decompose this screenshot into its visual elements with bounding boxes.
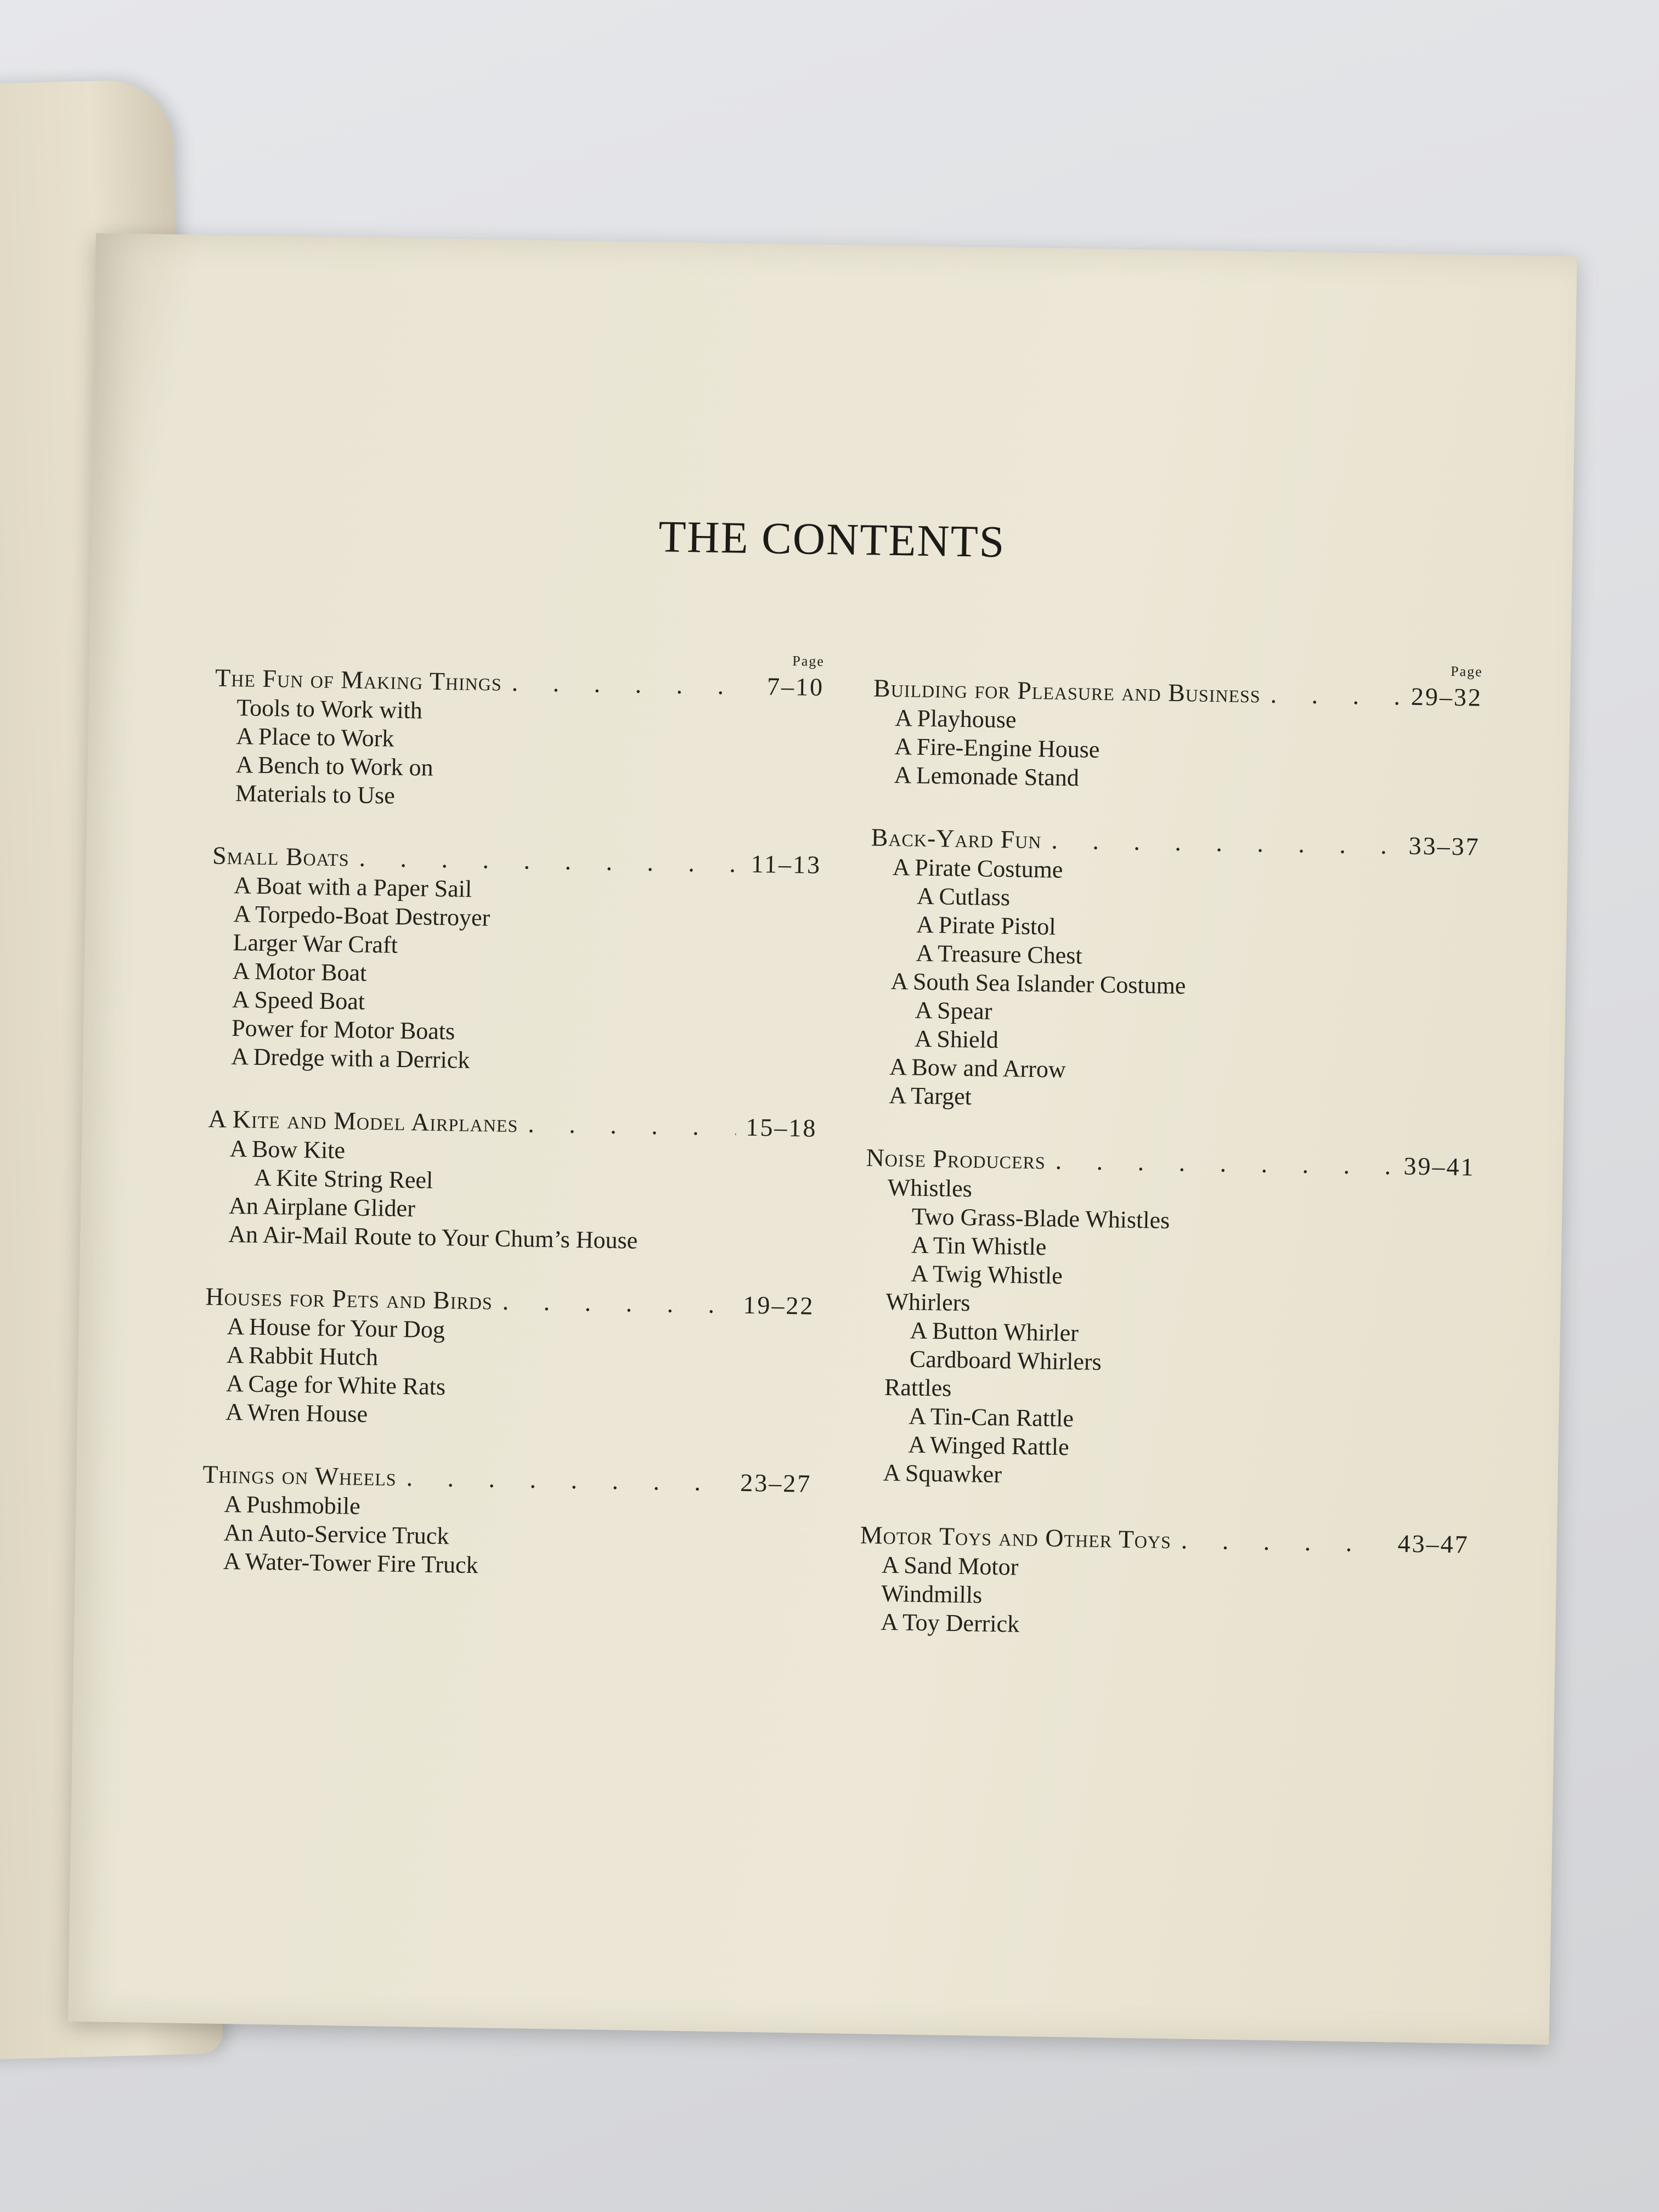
contents-entry: A Shield bbox=[914, 1025, 999, 1054]
page-column-label: Page bbox=[1450, 663, 1483, 680]
contents-entry: A Water-Tower Fire Truck bbox=[223, 1547, 478, 1579]
contents-section bbox=[861, 1142, 1475, 1496]
section-title: Things on Wheels bbox=[202, 1460, 397, 1491]
dot-leader bbox=[1181, 1525, 1388, 1559]
contents-entry: A Bow Kite bbox=[229, 1135, 346, 1164]
contents-section bbox=[867, 822, 1480, 1119]
contents-entry: A Lemonade Stand bbox=[894, 761, 1080, 792]
section-page-range: 11–13 bbox=[751, 849, 822, 879]
left-section-list bbox=[201, 663, 825, 1585]
contents-section bbox=[201, 1459, 812, 1584]
contents-entry: A South Sea Islander Costume bbox=[890, 967, 1186, 1000]
section-page-range: 39–41 bbox=[1403, 1152, 1475, 1181]
section-title: Noise Producers bbox=[866, 1143, 1046, 1175]
contents-column-right bbox=[858, 654, 1483, 1678]
contents-entry: A Button Whirler bbox=[910, 1317, 1079, 1347]
contents-entry: A Pirate Pistol bbox=[916, 911, 1056, 940]
contents-entry: Whistles bbox=[887, 1173, 973, 1203]
contents-entry: A Boat with a Paper Sail bbox=[233, 872, 472, 902]
contents-column-left bbox=[201, 644, 825, 1618]
contents-entry: Tools to Work with bbox=[236, 694, 423, 724]
section-title: A Kite and Model Airplanes bbox=[208, 1104, 518, 1138]
contents-entry: Materials to Use bbox=[235, 780, 396, 809]
contents-entry: A House for Your Dog bbox=[227, 1312, 445, 1344]
contents-entry: A Pushmobile bbox=[224, 1490, 361, 1520]
contents-entry: Windmills bbox=[881, 1579, 983, 1609]
dot-leader bbox=[502, 1286, 733, 1321]
section-title: Houses for Pets and Birds bbox=[205, 1282, 493, 1315]
section-title: Building for Pleasure and Business bbox=[873, 674, 1261, 708]
contents-entry: A Speed Boat bbox=[232, 986, 365, 1015]
dot-leader bbox=[1270, 679, 1401, 712]
section-page-range: 33–37 bbox=[1408, 831, 1481, 861]
section-page-range: 23–27 bbox=[740, 1468, 812, 1498]
contents-page bbox=[68, 233, 1577, 2045]
contents-entry: A Playhouse bbox=[894, 704, 1017, 733]
contents-entry: A Twig Whistle bbox=[911, 1260, 1063, 1289]
right-section-list bbox=[859, 673, 1482, 1645]
section-page-range: 29–32 bbox=[1410, 682, 1483, 712]
section-title: Small Boats bbox=[212, 841, 350, 872]
section-page-range: 19–22 bbox=[743, 1290, 815, 1320]
contents-entry: Cardboard Whirlers bbox=[909, 1345, 1102, 1376]
contents-entry: A Motor Boat bbox=[232, 957, 367, 986]
contents-section bbox=[204, 1281, 815, 1435]
contents-entry: A Pirate Costume bbox=[892, 853, 1063, 883]
section-page-range: 7–10 bbox=[766, 672, 825, 701]
contents-entry: A Cutlass bbox=[916, 882, 1011, 911]
page-column-label: Page bbox=[792, 653, 825, 669]
contents-entry: A Bench to Work on bbox=[235, 751, 434, 781]
contents-section bbox=[859, 1520, 1469, 1645]
contents-entry: Larger War Craft bbox=[233, 929, 398, 958]
section-title: Back-Yard Fun bbox=[871, 823, 1042, 854]
contents-entry: A Target bbox=[889, 1081, 972, 1110]
contents-entry: A Place to Work bbox=[236, 723, 394, 752]
contents-entry: Rattles bbox=[884, 1373, 952, 1402]
contents-entry: A Cage for White Rats bbox=[225, 1369, 446, 1401]
contents-entry: Two Grass-Blade Whistles bbox=[911, 1203, 1170, 1234]
contents-entry: A Bow and Arrow bbox=[889, 1053, 1066, 1083]
contents-entry: A Tin-Can Rattle bbox=[908, 1402, 1074, 1432]
section-page-range: 15–18 bbox=[746, 1113, 817, 1142]
dot-leader bbox=[1051, 825, 1399, 861]
contents-entry: A Kite String Reel bbox=[253, 1164, 433, 1194]
contents-section bbox=[872, 673, 1482, 798]
section-title: The Fun of Making Things bbox=[215, 663, 503, 696]
contents-entry: Power for Motor Boats bbox=[231, 1014, 455, 1045]
contents-entry: An Air-Mail Route to Your Chum’s House bbox=[228, 1221, 638, 1254]
contents-entry: A Toy Derrick bbox=[881, 1608, 1020, 1638]
contents-entry: A Wren House bbox=[225, 1398, 368, 1428]
contents-entry: An Auto-Service Truck bbox=[223, 1519, 449, 1550]
contents-entry: A Winged Rattle bbox=[908, 1431, 1070, 1461]
contents-entry: A Spear bbox=[915, 996, 992, 1025]
dot-leader bbox=[528, 1109, 736, 1143]
dot-leader bbox=[1055, 1146, 1394, 1182]
contents-entry: A Rabbit Hutch bbox=[226, 1341, 379, 1371]
section-page-range: 43–47 bbox=[1397, 1529, 1470, 1559]
contents-section bbox=[213, 663, 825, 817]
contents-entry: A Fire-Engine House bbox=[894, 732, 1100, 763]
contents-section bbox=[209, 840, 821, 1080]
contents-entry: A Torpedo-Boat Destroyer bbox=[233, 900, 490, 932]
page-title: THE CONTENTS bbox=[658, 511, 1006, 567]
section-title: Motor Toys and Other Toys bbox=[860, 1521, 1172, 1554]
contents-entry: An Airplane Glider bbox=[228, 1192, 416, 1222]
contents-entry: A Tin Whistle bbox=[911, 1231, 1047, 1261]
contents-entry: A Treasure Chest bbox=[916, 939, 1083, 969]
dot-leader bbox=[406, 1462, 731, 1498]
dot-leader bbox=[511, 667, 757, 702]
contents-entry: A Squawker bbox=[883, 1459, 1002, 1488]
contents-entry: A Sand Motor bbox=[881, 1551, 1019, 1581]
contents-entry: A Dredge with a Derrick bbox=[231, 1043, 470, 1074]
contents-section bbox=[206, 1103, 817, 1257]
contents-entry: Whirlers bbox=[885, 1288, 970, 1317]
